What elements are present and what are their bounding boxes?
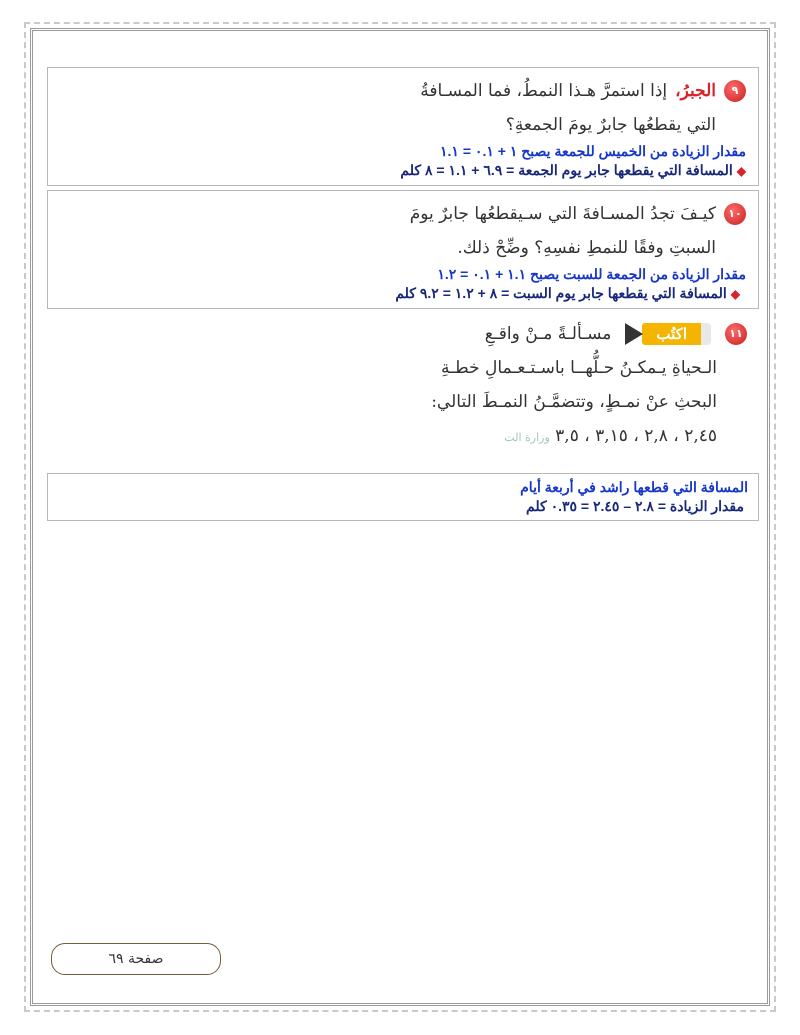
q10-answer-2: ◆المسافة التي يقطعها جابر يوم السبت = ٨ + ١.٢ = ٩.٢ كلم xyxy=(395,285,740,301)
number-sequence: ٢,٤٥ ، ٢,٨ ، ٣,١٥ ، ٣,٥ xyxy=(555,426,717,446)
question-9 xyxy=(47,67,759,186)
question-number-badge: ١١ xyxy=(725,323,747,345)
pencil-icon xyxy=(625,323,711,345)
page-number-label: صفحة ٦٩ xyxy=(108,951,164,967)
q10-answer-1: مقدار الزيادة من الجمعة للسبت يصبح ١.١ + ٠.١ = ١.٢ xyxy=(437,266,746,282)
answer-box-line-2: مقدار الزيادة = ٢.٨ – ٢.٤٥ = ٠.٣٥ كلم xyxy=(526,498,744,514)
q9-answer-2: ◆المسافة التي يقطعها جابر يوم الجمعة = ٦.٩ + ١.١ = ٨ كلم xyxy=(400,162,746,178)
question-number-badge: ٩ xyxy=(724,80,746,102)
q9-text-2: التي يقطعُها جابرٌ يومَ الجمعةِ؟ xyxy=(505,115,716,135)
q11-text-3: البحثِ عنْ نمـطٍ، وتتضمَّـنُ النمـطَ التالي: xyxy=(431,392,717,412)
q11-sequence-row xyxy=(59,419,747,455)
diamond-bullet-icon: ◆ xyxy=(730,287,740,301)
question-number-badge: ١٠ xyxy=(724,203,746,225)
question-10 xyxy=(47,190,759,309)
ministry-watermark: وزارة الت xyxy=(504,431,550,444)
answer-box-line-1: المسافة التي قطعها راشد في أربعة أيام xyxy=(520,479,748,495)
page-number-tab xyxy=(51,943,221,975)
question-11 xyxy=(47,309,759,455)
answer-box xyxy=(47,473,759,521)
q9-text-1: إذا استمرَّ هـذا النمطُ، فما المسـافةُ xyxy=(420,81,668,101)
q10-text-2: السبتِ وفقًا للنمطِ نفسِهِ؟ وضِّحْ ذلك. xyxy=(457,238,716,258)
q11-text-2: الـحياةِ يـمكـنُ حـلُّهــا باسـتـعـمالِ خطـةِ xyxy=(441,358,717,378)
write-label: اكتُب xyxy=(642,323,701,345)
diamond-bullet-icon: ◆ xyxy=(736,164,746,178)
q9-line-1 xyxy=(60,74,746,108)
page xyxy=(30,28,770,1006)
q10-text-1: كيـفَ تجدُ المسـافةَ التي سـيقطعُها جابرٌ يومَ xyxy=(409,204,716,224)
content xyxy=(47,67,759,521)
q10-line-1 xyxy=(60,197,746,231)
q9-answer-1: مقدار الزيادة من الخميس للجمعة يصبح ١ + ٠.١ = ١.١ xyxy=(440,143,746,159)
q11-text-1: مسـألـةً مـنْ واقـعِ xyxy=(484,324,612,344)
algebra-label: الجبرُ، xyxy=(675,81,716,101)
q11-line-1 xyxy=(59,317,747,351)
